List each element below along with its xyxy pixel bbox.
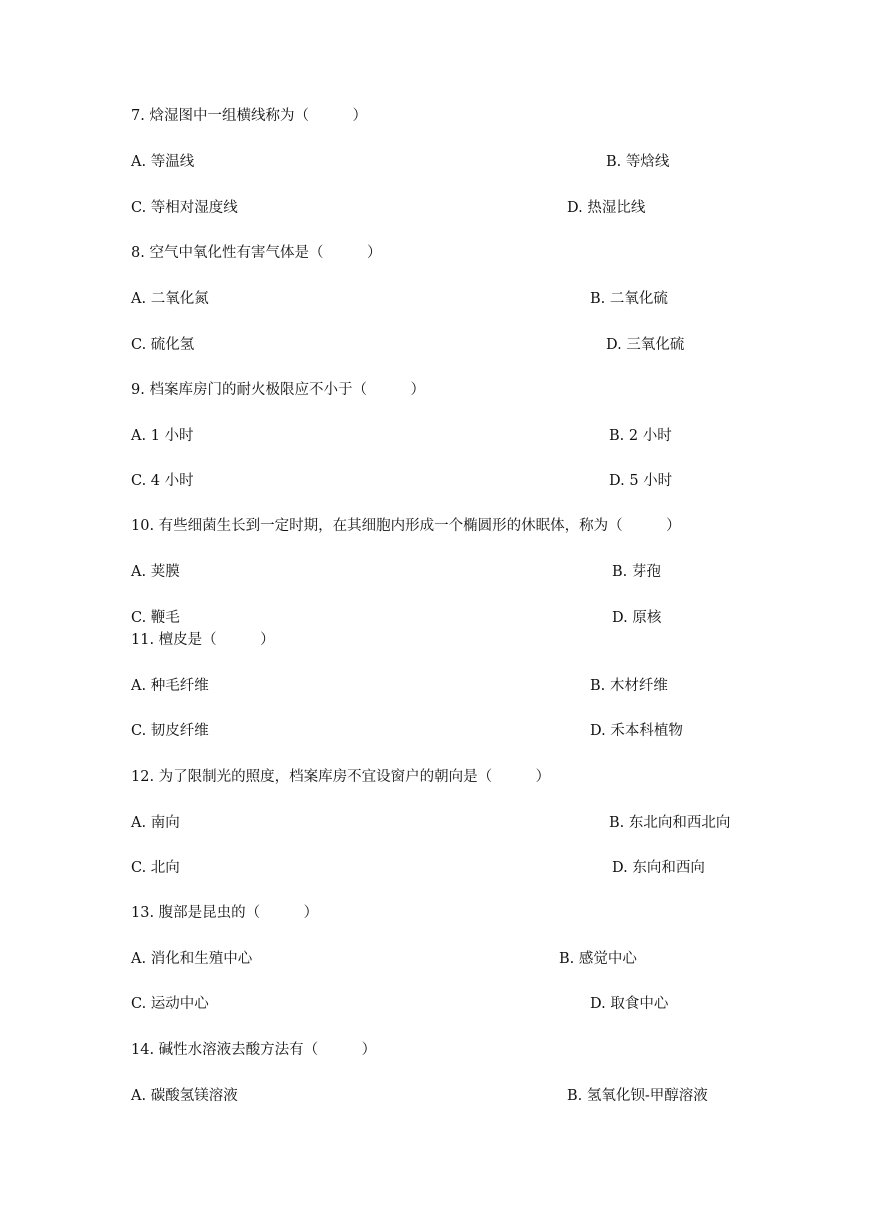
question-8-option-b: B. 二氧化硫 <box>590 291 668 307</box>
question-12-option-c: C. 北向 <box>131 860 180 876</box>
question-13-option-d: D. 取食中心 <box>590 996 669 1012</box>
question-8-option-d: D. 三氧化硫 <box>606 337 685 353</box>
question-11-option-d: D. 禾本科植物 <box>590 723 683 739</box>
question-10-option-c: C. 鞭毛 <box>131 610 180 626</box>
question-13-option-c: C. 运动中心 <box>131 996 209 1012</box>
question-11-option-b: B. 木材纤维 <box>590 678 668 694</box>
question-7-option-b: B. 等焓线 <box>606 154 670 170</box>
question-7-option-d: D. 热湿比线 <box>567 200 646 216</box>
question-14-option-a: A. 碳酸氢镁溶液 <box>131 1088 238 1104</box>
question-10-option-a: A. 荚膜 <box>131 564 180 580</box>
question-7-option-c: C. 等相对湿度线 <box>131 200 238 216</box>
question-12-option-a: A. 南向 <box>131 815 180 831</box>
question-11-option-a: A. 种毛纤维 <box>131 678 209 694</box>
question-8-stem: 8. 空气中氧化性有害气体是（ ） <box>131 245 382 261</box>
question-9-option-d: D. 5 小时 <box>609 473 673 489</box>
question-14-stem: 14. 碱性水溶液去酸方法有（ ） <box>131 1042 377 1058</box>
question-8-option-a: A. 二氧化氮 <box>131 291 209 307</box>
question-9-option-c: C. 4 小时 <box>131 473 194 489</box>
question-7-stem: 7. 焓湿图中一组横线称为（ ） <box>131 108 367 124</box>
question-11-option-c: C. 韧皮纤维 <box>131 723 209 739</box>
question-8-option-c: C. 硫化氢 <box>131 337 195 353</box>
question-10-option-b: B. 芽孢 <box>612 564 661 580</box>
question-11-stem: 11. 檀皮是（ ） <box>131 632 275 648</box>
question-7-option-a: A. 等温线 <box>131 154 195 170</box>
question-13-option-b: B. 感觉中心 <box>559 951 637 967</box>
question-13-stem: 13. 腹部是昆虫的（ ） <box>131 905 319 921</box>
question-12-option-d: D. 东向和西向 <box>612 860 705 876</box>
question-12-stem: 12. 为了限制光的照度，档案库房不宜设窗户的朝向是（ ） <box>131 769 551 785</box>
question-9-stem: 9. 档案库房门的耐火极限应不小于（ ） <box>131 382 425 398</box>
question-10-option-d: D. 原核 <box>612 610 662 626</box>
question-9-option-a: A. 1 小时 <box>131 428 194 444</box>
question-14-option-b: B. 氢氧化钡-甲醇溶液 <box>567 1088 708 1104</box>
question-10-stem: 10. 有些细菌生长到一定时期，在其细胞内形成一个椭圆形的休眠体，称为（ ） <box>131 518 681 534</box>
question-9-option-b: B. 2 小时 <box>609 428 672 444</box>
question-13-option-a: A. 消化和生殖中心 <box>131 951 253 967</box>
question-12-option-b: B. 东北向和西北向 <box>609 815 731 831</box>
